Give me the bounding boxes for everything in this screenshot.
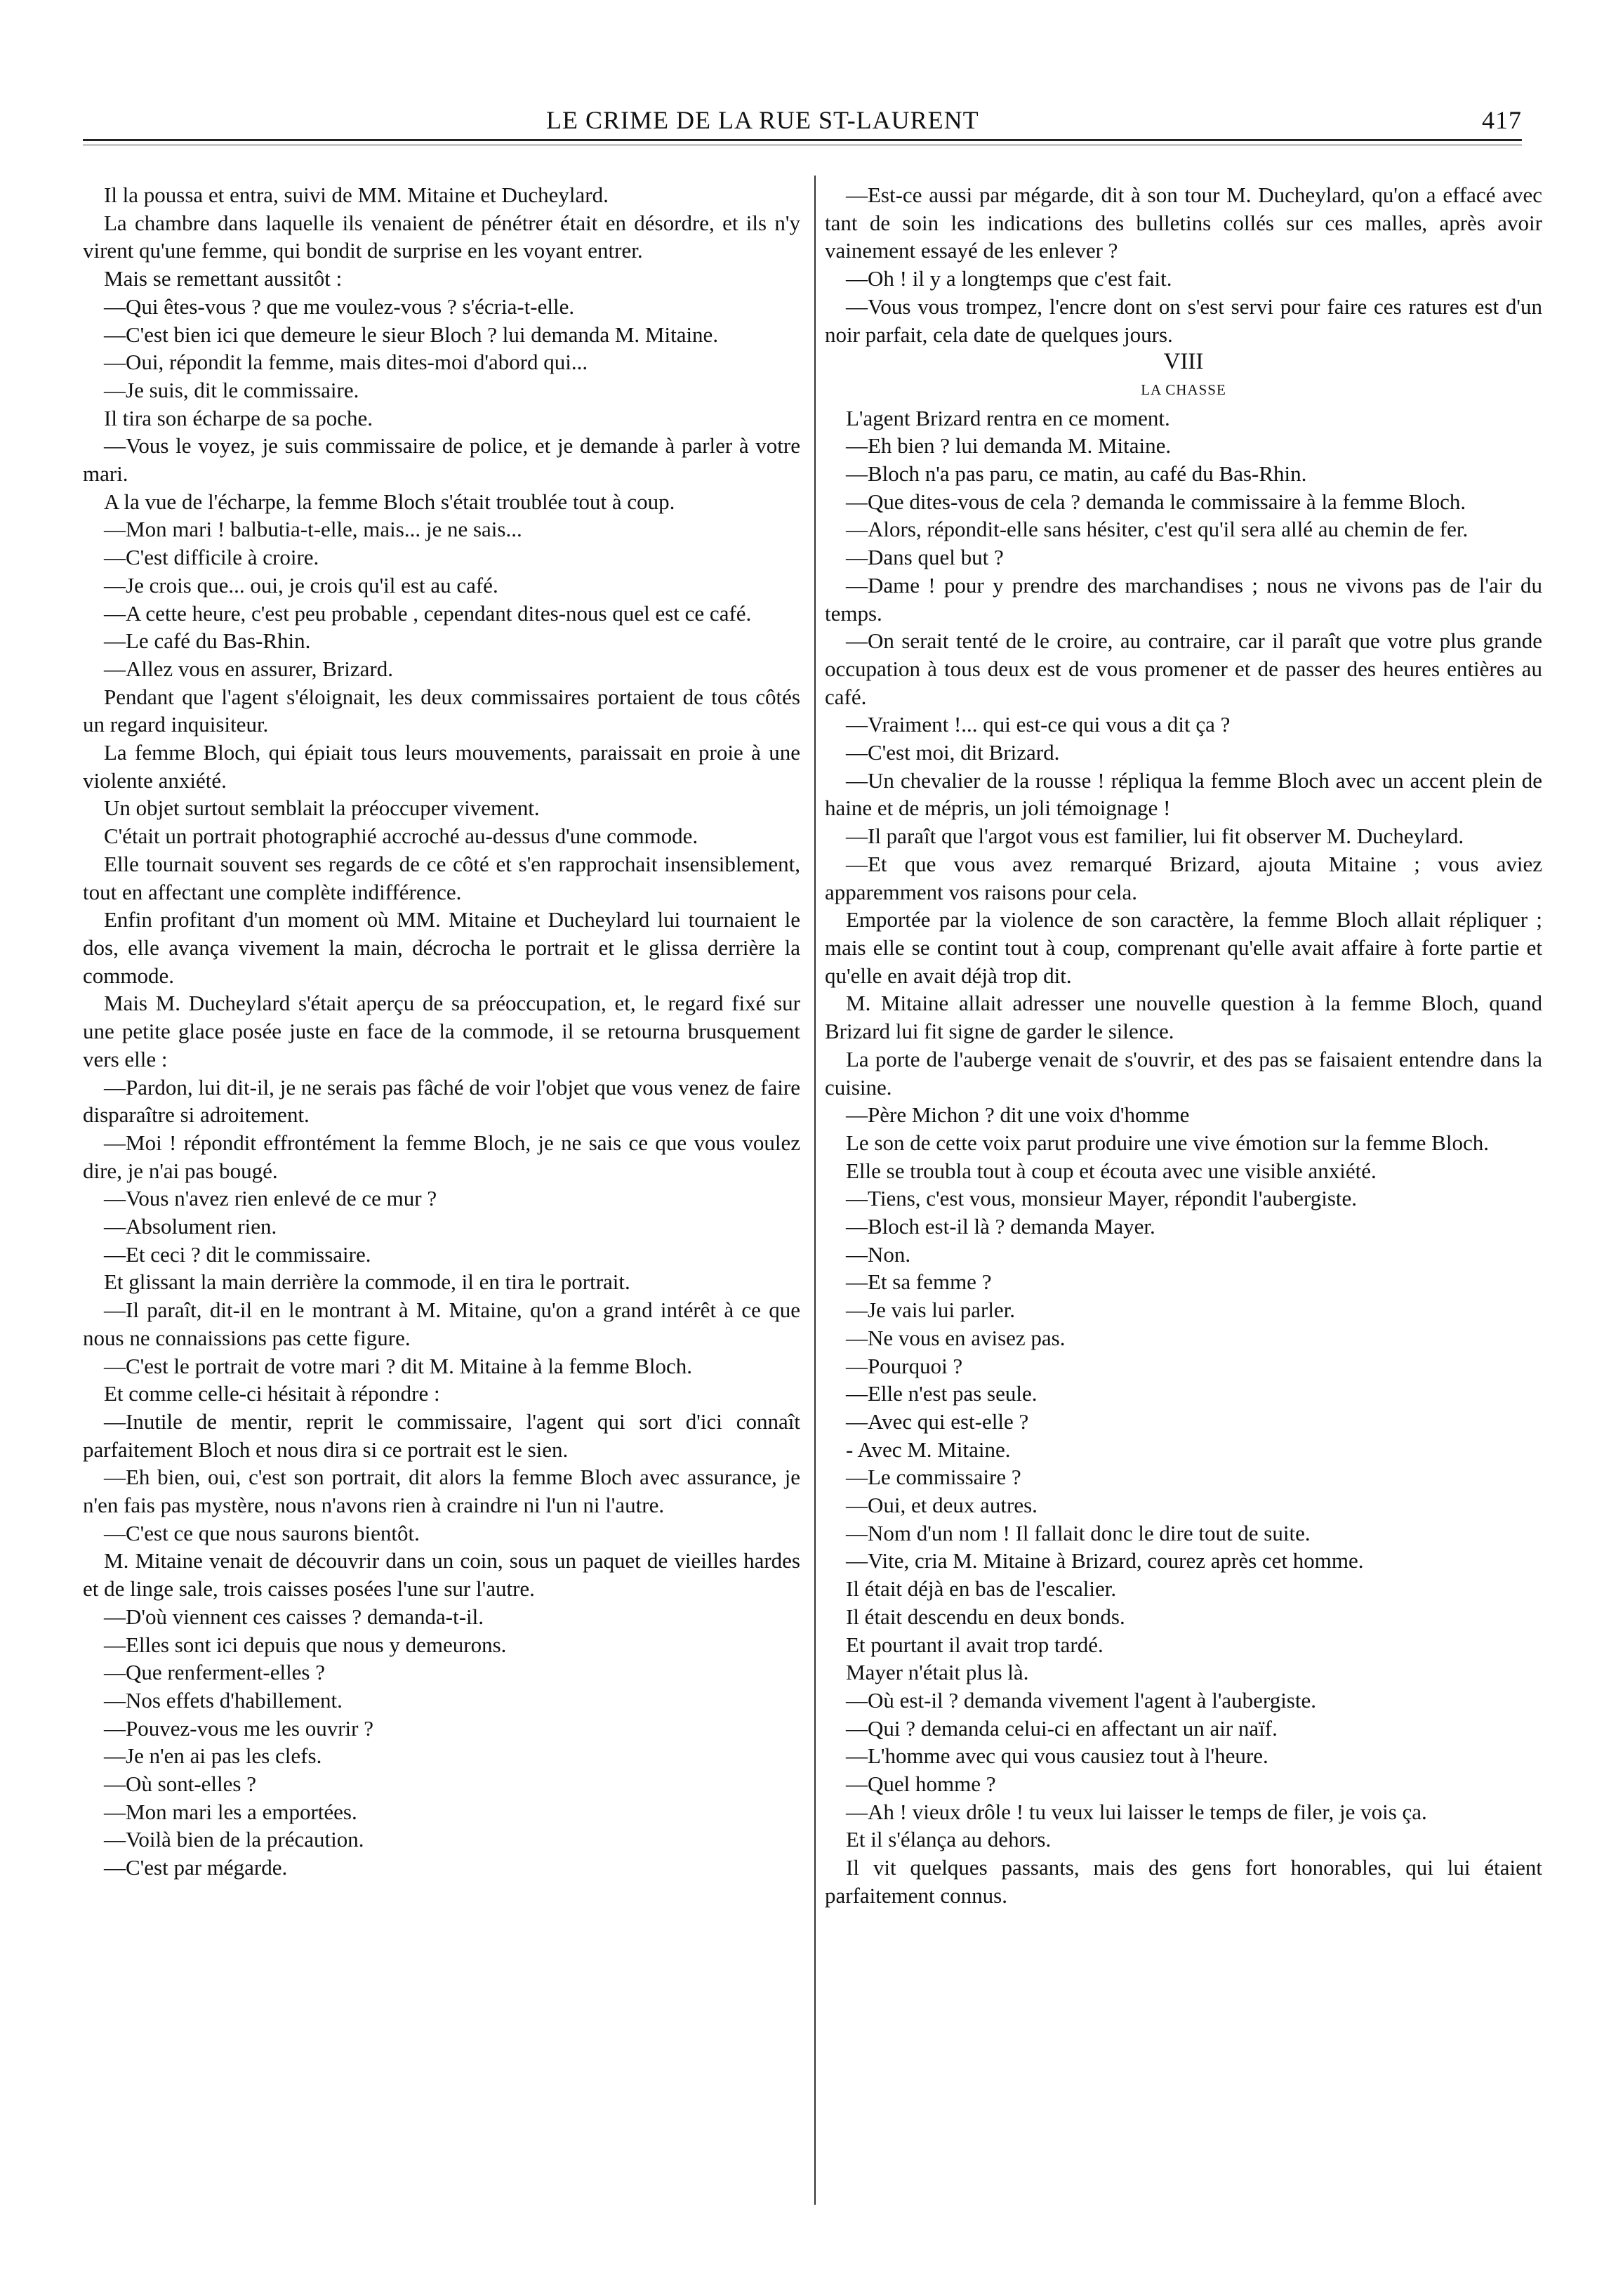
paragraph: —Elle n'est pas seule. [846,1381,1038,1406]
paragraph: —Qui ? demanda celui-ci en affectant un air naïf. [846,1715,1278,1741]
paragraph: Il était déjà en bas de l'escalier. [846,1576,1117,1602]
paragraph: —Il paraît, dit-il en le montrant à M. Mitaine, qu'on a grand intérêt à ce que nous ne connaissions pas cette figure. [83,1298,800,1350]
paragraph: —Que renferment-elles ? [104,1660,326,1685]
paragraph: M. Mitaine allait adresser une nouvelle question à la femme Bloch, quand Brizard lui fit signe de garder le silence. [825,991,1542,1044]
paragraph: —L'homme avec qui vous causiez tout à l'heure. [846,1743,1268,1769]
paragraph: —Non. [846,1241,911,1267]
paragraph: —D'où viennent ces caisses ? demanda-t-il. [104,1604,484,1629]
section-title: LA CHASSE [1141,381,1226,398]
paragraph: Mais M. Ducheylard s'était aperçu de sa préoccupation, et, le regard fixé sur une petite glace posée juste en face de la commode, il se retourna brusquement vers elle : [83,991,800,1071]
paragraph: —Oui, répondit la femme, mais dites-moi d'abord qui... [104,350,588,375]
paragraph: —Vous n'avez rien enlevé de ce mur ? [104,1186,437,1211]
paragraph: Il était descendu en deux bonds. [846,1604,1125,1629]
paragraph: —Bloch est-il là ? demanda Mayer. [846,1214,1155,1239]
paragraph: —Dans quel but ? [846,545,1004,570]
paragraph: Emportée par la violence de son caractère, la femme Bloch allait répliquer ; mais elle se contint tout à coup, comprenant qu'elle avait affaire à forte partie et qu'elle en avait déjà trop dit. [825,907,1542,988]
paragraph: Le son de cette voix parut produire une vive émotion sur la femme Bloch. [846,1130,1489,1155]
paragraph: —Le commissaire ? [846,1465,1021,1490]
paragraph: Mayer n'était plus là. [846,1660,1029,1685]
paragraph: Pendant que l'agent s'éloignait, les deux commissaires portaient de tous côtés un regard inquisiteur. [83,684,800,737]
paragraph: —Mon mari les a emportées. [104,1799,357,1824]
paragraph: —Voilà bien de la précaution. [104,1827,364,1852]
paragraph: —Vous le voyez, je suis commissaire de police, et je demande à parler à votre mari. [83,433,800,487]
paragraph: —Où sont-elles ? [104,1772,256,1797]
paragraph: —Un chevalier de la rousse ! répliqua la femme Bloch avec un accent plein de haine et de mépris, un joli témoignage ! [825,767,1542,821]
paragraph: —Et ceci ? dit le commissaire. [104,1241,371,1267]
paragraph: —Elles sont ici depuis que nous y demeurons. [104,1632,507,1657]
paragraph: —C'est moi, dit Brizard. [846,740,1060,765]
paragraph: —Le café du Bas-Rhin. [104,628,311,654]
paragraph: —Pourquoi ? [846,1353,963,1378]
paragraph: —Je vais lui parler. [846,1298,1016,1323]
paragraph: Et pourtant il avait trop tardé. [846,1632,1104,1657]
paragraph: —Oui, et deux autres. [846,1493,1038,1518]
paragraph: —Nos effets d'habillement. [104,1687,343,1713]
paragraph: —Bloch n'a pas paru, ce matin, au café du Bas-Rhin. [846,461,1307,487]
paragraph: Il la poussa et entra, suivi de MM. Mitaine et Ducheylard. [104,183,609,207]
paragraph: —Mon mari ! balbutia-t-elle, mais... je ne sais... [104,517,522,542]
paragraph: —Ah ! vieux drôle ! tu veux lui laisser le temps de filer, je vois ça. [846,1799,1427,1824]
paragraph: Elle se troubla tout à coup et écouta avec une visible anxiété. [846,1158,1377,1183]
paragraph: —Absolument rien. [104,1214,277,1239]
paragraph: —Vous vous trompez, l'encre dont on s'est servi pour faire ces ratures est d'un noir parfait, cela date de quelques jours. [825,293,1542,347]
page-number: 417 [1482,106,1522,134]
header-rule [83,139,1522,141]
paragraph: La femme Bloch, qui épiait tous leurs mouvements, paraissait en proie à une violente anxiété. [83,740,800,793]
paragraph: —Je suis, dit le commissaire. [104,377,359,402]
paragraph: —Quel homme ? [846,1772,996,1797]
paragraph: —Tiens, c'est vous, monsieur Mayer, répondit l'aubergiste. [846,1186,1358,1211]
paragraph: —Vraiment !... qui est-ce qui vous a dit ça ? [846,712,1231,737]
right-column-before-section [825,181,1542,348]
paragraph: —Oh ! il y a longtemps que c'est fait. [846,266,1172,291]
paragraph: —Où est-il ? demanda vivement l'agent à l'aubergiste. [846,1687,1316,1713]
paragraph: —Est-ce aussi par mégarde, dit à son tour M. Ducheylard, qu'on a effacé avec tant de soin les indications des bulletins collés sur ces malles, après avoir vainement essayé de les enlever ? [825,183,1542,263]
paragraph: Elle tournait souvent ses regards de ce côté et s'en rapprochait insensiblement, tout en affectant une complète indifférence. [83,851,800,904]
paragraph: —Que dites-vous de cela ? demanda le commissaire à la femme Bloch. [846,489,1466,514]
right-column-after-section [825,404,1542,1910]
paragraph: C'était un portrait photographié accroché au-dessus d'une commode. [104,824,698,849]
paragraph: —C'est difficile à croire. [104,545,319,570]
paragraph: —Je n'en ai pas les clefs. [104,1743,322,1769]
paragraph: —Nom d'un nom ! Il fallait donc le dire tout de suite. [846,1520,1311,1545]
paragraph: —Allez vous en assurer, Brizard. [104,656,393,681]
paragraph: Il vit quelques passants, mais des gens fort honorables, qui lui étaient parfaitement connus. [825,1855,1542,1908]
paragraph: —Alors, répondit-elle sans hésiter, c'est qu'il sera allé au chemin de fer. [846,517,1469,542]
paragraph: —Dame ! pour y prendre des marchandises ; nous ne vivons pas de l'air du temps. [825,572,1542,626]
paragraph: —Eh bien, oui, c'est son portrait, dit alors la femme Bloch avec assurance, je n'en fais pas mystère, nous n'avons rien à craindre ni l'un ni l'autre. [83,1465,800,1518]
paragraph: Et glissant la main derrière la commode, il en tira le portrait. [104,1269,630,1295]
paragraph: —Et que vous avez remarqué Brizard, ajouta Mitaine ; vous aviez apparemment vos raisons pour cela. [825,851,1542,904]
right-column [825,181,1542,1910]
paragraph: —A cette heure, c'est peu probable , cependant dites-nous quel est ce café. [104,600,752,626]
paragraph: —Inutile de mentir, reprit le commissaire, l'agent qui sort d'ici connaît parfaitement Bloch et nous dira si ce portrait est le sien. [83,1408,800,1462]
paragraph: A la vue de l'écharpe, la femme Bloch s'était troublée tout à coup. [104,489,675,514]
paragraph: Et comme celle-ci hésitait à répondre : [104,1381,440,1406]
left-column [83,181,800,1882]
paragraph: —Ne vous en avisez pas. [846,1325,1066,1350]
paragraph: M. Mitaine venait de découvrir dans un coin, sous un paquet de vieilles hardes et de linge sale, trois caisses posées l'une sur l'autre. [83,1548,800,1602]
page-title: LE CRIME DE LA RUE ST-LAURENT [546,106,979,134]
paragraph: —C'est ce que nous saurons bientôt. [104,1520,420,1545]
paragraph: —C'est par mégarde. [104,1855,288,1880]
paragraph: —C'est le portrait de votre mari ? dit M. Mitaine à la femme Bloch. [104,1353,693,1378]
paragraph: Un objet surtout semblait la préoccuper vivement. [104,796,540,821]
paragraph: - Avec M. Mitaine. [846,1437,1011,1462]
paragraph: —Pardon, lui dit-il, je ne serais pas fâché de voir l'objet que vous venez de faire disparaître si adroitement. [83,1074,800,1128]
paragraph: L'agent Brizard rentra en ce moment. [846,405,1170,430]
paragraph: La chambre dans laquelle ils venaient de pénétrer était en désordre, et ils n'y virent qu'une femme, qui bondit de surprise en les voyant entrer. [83,210,800,263]
paragraph: —Je crois que... oui, je crois qu'il est au café. [104,572,498,598]
paragraph: —Et sa femme ? [846,1269,992,1295]
paragraph: —Qui êtes-vous ? que me voulez-vous ? s'écria-t-elle. [104,293,575,319]
paragraph: La porte de l'auberge venait de s'ouvrir, et des pas se faisaient entendre dans la cuisine. [825,1046,1542,1100]
paragraph: —Avec qui est-elle ? [846,1408,1029,1434]
paragraph: —Père Michon ? dit une voix d'homme [846,1102,1190,1128]
paragraph: —Moi ! répondit effrontément la femme Bloch, je ne sais ce que vous voulez dire, je n'ai pas bougé. [83,1130,800,1183]
paragraph: Mais se remettant aussitôt : [104,266,343,291]
paragraph: —Vite, cria M. Mitaine à Brizard, courez après cet homme. [846,1548,1364,1573]
paragraph: Il tira son écharpe de sa poche. [104,405,373,430]
section-number: VIII [1163,349,1204,375]
paragraph: Et il s'élança au dehors. [846,1827,1052,1852]
paragraph: —Pouvez-vous me les ouvrir ? [104,1715,373,1741]
paragraph: Enfin profitant d'un moment où MM. Mitaine et Ducheylard lui tournaient le dos, elle avança vivement la main, décrocha le portrait et le glissa derrière la commode. [83,907,800,988]
paragraph: —Eh bien ? lui demanda M. Mitaine. [846,433,1172,458]
paragraph: —C'est bien ici que demeure le sieur Bloch ? lui demanda M. Mitaine. [104,322,719,347]
column-divider [814,176,816,2205]
paragraph: —Il paraît que l'argot vous est familier, lui fit observer M. Ducheylard. [846,824,1464,849]
paragraph: —On serait tenté de le croire, au contraire, car il paraît que votre plus grande occupation à tous deux est de vous promener et de passer des heures entières au café. [825,628,1542,709]
